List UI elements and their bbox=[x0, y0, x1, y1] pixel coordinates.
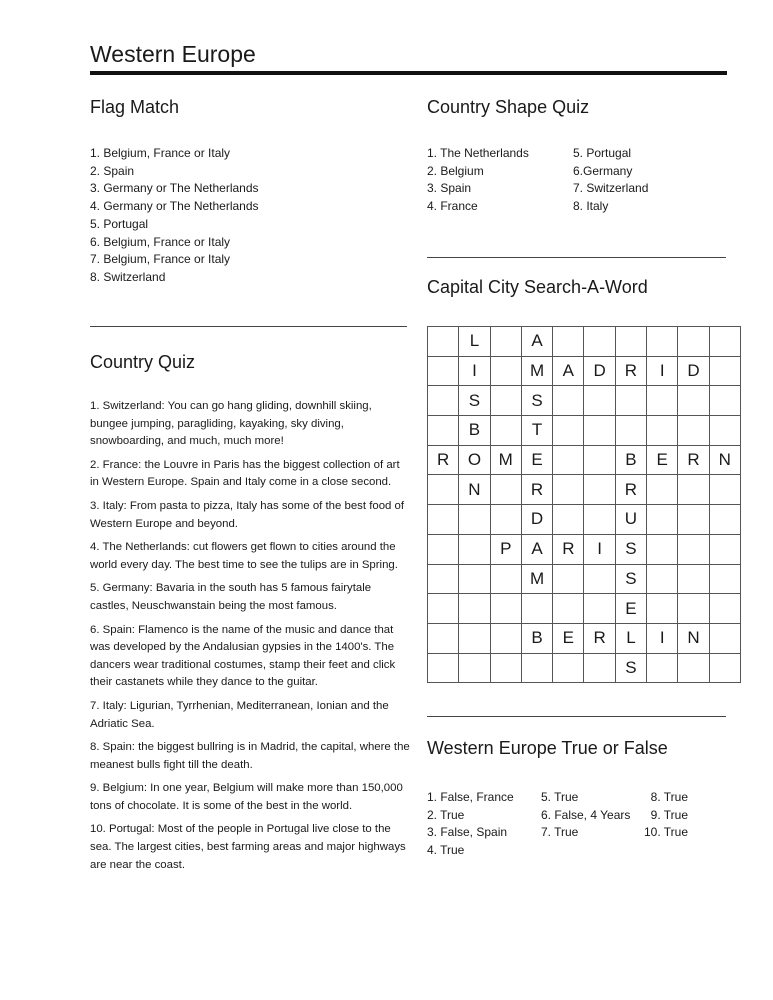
grid-cell: E bbox=[647, 445, 678, 475]
grid-cell: B bbox=[459, 416, 490, 446]
grid-cell bbox=[490, 386, 521, 416]
list-item: 8. True bbox=[650, 790, 688, 804]
grid-cell bbox=[709, 623, 740, 653]
grid-cell bbox=[553, 416, 584, 446]
grid-cell bbox=[709, 356, 740, 386]
grid-cell bbox=[459, 653, 490, 683]
quiz-answer: 7. Italy: Ligurian, Tyrrhenian, Mediterranean, Ionian and the Adriatic Sea. bbox=[90, 699, 389, 730]
country-quiz-title: Country Quiz bbox=[90, 352, 196, 372]
list-item: 5. True bbox=[541, 790, 579, 804]
page-title: Western Europe bbox=[90, 41, 256, 67]
list-item: 3. Germany or The Netherlands bbox=[90, 181, 259, 196]
grid-cell bbox=[459, 564, 490, 594]
grid-row bbox=[428, 564, 741, 594]
list-item: 2. True bbox=[427, 807, 465, 822]
grid-cell bbox=[678, 475, 709, 505]
search-a-word-grid bbox=[427, 326, 741, 683]
grid-cell bbox=[553, 445, 584, 475]
grid-cell bbox=[647, 594, 678, 624]
grid-cell: B bbox=[521, 623, 552, 653]
grid-row bbox=[428, 534, 741, 564]
grid-cell bbox=[647, 327, 678, 357]
flag-match-list bbox=[90, 145, 259, 287]
list-item: 4. True bbox=[427, 842, 465, 857]
grid-cell bbox=[553, 475, 584, 505]
grid-cell bbox=[678, 416, 709, 446]
list-item: 7. Switzerland bbox=[573, 181, 649, 196]
grid-cell bbox=[428, 505, 459, 535]
grid-cell: A bbox=[521, 534, 552, 564]
true-false-col-2 bbox=[541, 789, 630, 842]
shape-quiz-col-1 bbox=[427, 145, 529, 216]
grid-cell bbox=[459, 623, 490, 653]
grid-cell bbox=[647, 534, 678, 564]
grid-cell: R bbox=[678, 445, 709, 475]
grid-cell bbox=[490, 623, 521, 653]
grid-cell bbox=[428, 534, 459, 564]
grid-cell bbox=[647, 416, 678, 446]
search-a-word-title: Capital City Search-A-Word bbox=[427, 277, 648, 297]
quiz-answer: 10. Portugal: Most of the people in Portugal live close to the sea. The largest cities, best farming areas and major highways are near the coast. bbox=[90, 823, 406, 871]
quiz-answer: 6. Spain: Flamenco is the name of the music and dance that was developed by the Andalusian gypsies in the 1400's. The dancers wear traditional costumes, stamp their feet and click their castanets while they dance to the guitar. bbox=[90, 623, 396, 689]
grid-cell bbox=[584, 505, 615, 535]
grid-cell: S bbox=[459, 386, 490, 416]
grid-cell bbox=[709, 594, 740, 624]
grid-row bbox=[428, 505, 741, 535]
grid-cell bbox=[521, 653, 552, 683]
grid-row bbox=[428, 386, 741, 416]
grid-cell bbox=[678, 327, 709, 357]
grid-cell bbox=[647, 653, 678, 683]
grid-row bbox=[428, 475, 741, 505]
grid-cell bbox=[709, 564, 740, 594]
list-item: 6. False, 4 Years bbox=[541, 807, 631, 822]
grid-cell bbox=[490, 505, 521, 535]
grid-cell bbox=[428, 327, 459, 357]
grid-cell bbox=[647, 386, 678, 416]
grid-row bbox=[428, 416, 741, 446]
list-item: 3. False, Spain bbox=[427, 825, 508, 839]
grid-cell bbox=[584, 327, 615, 357]
grid-cell: S bbox=[615, 653, 646, 683]
shape-quiz-col-2 bbox=[573, 145, 648, 216]
grid-cell bbox=[553, 505, 584, 535]
grid-cell bbox=[678, 653, 709, 683]
grid-cell bbox=[678, 564, 709, 594]
grid-cell bbox=[428, 564, 459, 594]
grid-cell: A bbox=[553, 356, 584, 386]
grid-row bbox=[428, 594, 741, 624]
grid-cell: R bbox=[521, 475, 552, 505]
quiz-answer: 4. The Netherlands: cut flowers get flown to cities around the world every day. The best time to see the tulips are in Spring. bbox=[90, 541, 398, 571]
grid-cell: R bbox=[615, 356, 646, 386]
grid-cell: S bbox=[521, 386, 552, 416]
list-item: 8. Switzerland bbox=[90, 269, 166, 284]
grid-cell: P bbox=[490, 534, 521, 564]
list-item: 1. False, France bbox=[427, 790, 514, 804]
grid-cell bbox=[428, 386, 459, 416]
grid-cell bbox=[584, 653, 615, 683]
shape-quiz-title: Country Shape Quiz bbox=[427, 97, 590, 117]
grid-cell bbox=[428, 594, 459, 624]
grid-cell: D bbox=[584, 356, 615, 386]
grid-cell: R bbox=[553, 534, 584, 564]
grid-row bbox=[428, 445, 741, 475]
list-item: 5. Portugal bbox=[90, 216, 149, 231]
list-item: 7. True bbox=[541, 825, 579, 839]
list-item: 9. True bbox=[650, 807, 688, 822]
grid-cell bbox=[490, 416, 521, 446]
list-item: 2. Belgium bbox=[427, 163, 484, 178]
list-item: 10. True bbox=[643, 825, 688, 839]
grid-cell: L bbox=[615, 623, 646, 653]
grid-cell bbox=[428, 416, 459, 446]
grid-cell bbox=[709, 416, 740, 446]
grid-cell: S bbox=[615, 534, 646, 564]
grid-cell bbox=[459, 534, 490, 564]
grid-cell bbox=[490, 356, 521, 386]
grid-cell bbox=[709, 327, 740, 357]
list-item: 1. The Netherlands bbox=[427, 146, 529, 160]
grid-cell bbox=[584, 386, 615, 416]
grid-cell bbox=[490, 327, 521, 357]
country-quiz-list bbox=[90, 398, 410, 880]
quiz-answer: 9. Belgium: In one year, Belgium will make more than 150,000 tons of chocolate. It is some of the best in the world. bbox=[90, 782, 403, 812]
grid-cell: I bbox=[584, 534, 615, 564]
list-item: 1. Belgium, France or Italy bbox=[90, 146, 231, 160]
grid-cell bbox=[521, 594, 552, 624]
quiz-answer: 3. Italy: From pasta to pizza, Italy has some of the best food of Western Europe and beyond. bbox=[90, 499, 405, 530]
grid-cell bbox=[553, 327, 584, 357]
grid-cell: I bbox=[647, 623, 678, 653]
grid-cell bbox=[584, 475, 615, 505]
grid-cell: O bbox=[459, 445, 490, 475]
grid-cell bbox=[553, 386, 584, 416]
grid-cell bbox=[428, 623, 459, 653]
grid-cell bbox=[615, 386, 646, 416]
grid-cell bbox=[490, 564, 521, 594]
grid-cell bbox=[647, 564, 678, 594]
list-item: 4. Germany or The Netherlands bbox=[90, 199, 259, 214]
grid-cell bbox=[553, 564, 584, 594]
grid-cell bbox=[709, 386, 740, 416]
grid-cell bbox=[553, 594, 584, 624]
grid-cell bbox=[678, 386, 709, 416]
grid-cell bbox=[428, 356, 459, 386]
section-divider bbox=[90, 326, 407, 327]
grid-cell: A bbox=[521, 327, 552, 357]
grid-cell bbox=[584, 564, 615, 594]
grid-cell: N bbox=[678, 623, 709, 653]
grid-cell bbox=[584, 416, 615, 446]
grid-cell: B bbox=[615, 445, 646, 475]
true-false-col-3 bbox=[636, 789, 688, 842]
grid-cell: R bbox=[615, 475, 646, 505]
list-item: 2. Spain bbox=[90, 163, 135, 178]
grid-cell: D bbox=[521, 505, 552, 535]
grid-cell bbox=[647, 475, 678, 505]
list-item: 7. Belgium, France or Italy bbox=[90, 252, 231, 267]
grid-cell bbox=[553, 653, 584, 683]
list-item: 6. Belgium, France or Italy bbox=[90, 234, 231, 249]
grid-cell bbox=[615, 416, 646, 446]
grid-cell bbox=[709, 475, 740, 505]
grid-cell: T bbox=[521, 416, 552, 446]
quiz-answer: 1. Switzerland: You can go hang gliding, downhill skiing, bungee jumping, paragliding, kayaking, sky diving, snowboarding, and much, much more! bbox=[90, 400, 372, 448]
quiz-answer: 2. France: the Louvre in Paris has the biggest collection of art in Western Europe. Spain and Italy come in a close second. bbox=[90, 458, 400, 489]
grid-cell bbox=[647, 505, 678, 535]
section-divider bbox=[427, 257, 726, 258]
grid-cell bbox=[678, 534, 709, 564]
grid-cell: M bbox=[521, 564, 552, 594]
grid-cell bbox=[584, 594, 615, 624]
grid-cell bbox=[709, 505, 740, 535]
list-item: 3. Spain bbox=[427, 181, 472, 196]
grid-cell: U bbox=[615, 505, 646, 535]
grid-cell: N bbox=[459, 475, 490, 505]
grid-cell bbox=[459, 505, 490, 535]
grid-row bbox=[428, 653, 741, 683]
grid-cell bbox=[615, 327, 646, 357]
grid-cell bbox=[459, 594, 490, 624]
grid-cell bbox=[428, 653, 459, 683]
list-item: 5. Portugal bbox=[573, 146, 632, 160]
grid-row bbox=[428, 356, 741, 386]
title-divider bbox=[90, 71, 727, 75]
grid-cell: E bbox=[615, 594, 646, 624]
grid-cell bbox=[490, 653, 521, 683]
grid-cell bbox=[490, 594, 521, 624]
grid-cell: E bbox=[553, 623, 584, 653]
grid-cell: N bbox=[709, 445, 740, 475]
quiz-answer: 8. Spain: the biggest bullring is in Madrid, the capital, where the meanest bulls fight till the death. bbox=[90, 741, 410, 771]
true-false-title: Western Europe True or False bbox=[427, 738, 668, 758]
grid-cell: R bbox=[428, 445, 459, 475]
grid-cell bbox=[490, 475, 521, 505]
grid-row bbox=[428, 327, 741, 357]
section-divider bbox=[427, 716, 726, 717]
grid-cell bbox=[709, 534, 740, 564]
grid-cell bbox=[428, 475, 459, 505]
grid-row bbox=[428, 623, 741, 653]
grid-cell: M bbox=[490, 445, 521, 475]
grid-cell: I bbox=[647, 356, 678, 386]
list-item: 8. Italy bbox=[573, 199, 609, 214]
grid-cell: M bbox=[521, 356, 552, 386]
grid-cell bbox=[678, 505, 709, 535]
grid-cell bbox=[678, 594, 709, 624]
true-false-col-1 bbox=[427, 789, 514, 859]
grid-cell: L bbox=[459, 327, 490, 357]
grid-cell: R bbox=[584, 623, 615, 653]
list-item: 4. France bbox=[427, 199, 478, 214]
grid-cell: S bbox=[615, 564, 646, 594]
list-item: 6.Germany bbox=[573, 163, 633, 178]
grid-cell: I bbox=[459, 356, 490, 386]
grid-cell bbox=[709, 653, 740, 683]
grid-cell bbox=[584, 445, 615, 475]
grid-cell: E bbox=[521, 445, 552, 475]
quiz-answer: 5. Germany: Bavaria in the south has 5 famous fairytale castles, Neuschwanstain being the most famous. bbox=[90, 582, 372, 612]
grid-cell: D bbox=[678, 356, 709, 386]
flag-match-title: Flag Match bbox=[90, 97, 180, 117]
